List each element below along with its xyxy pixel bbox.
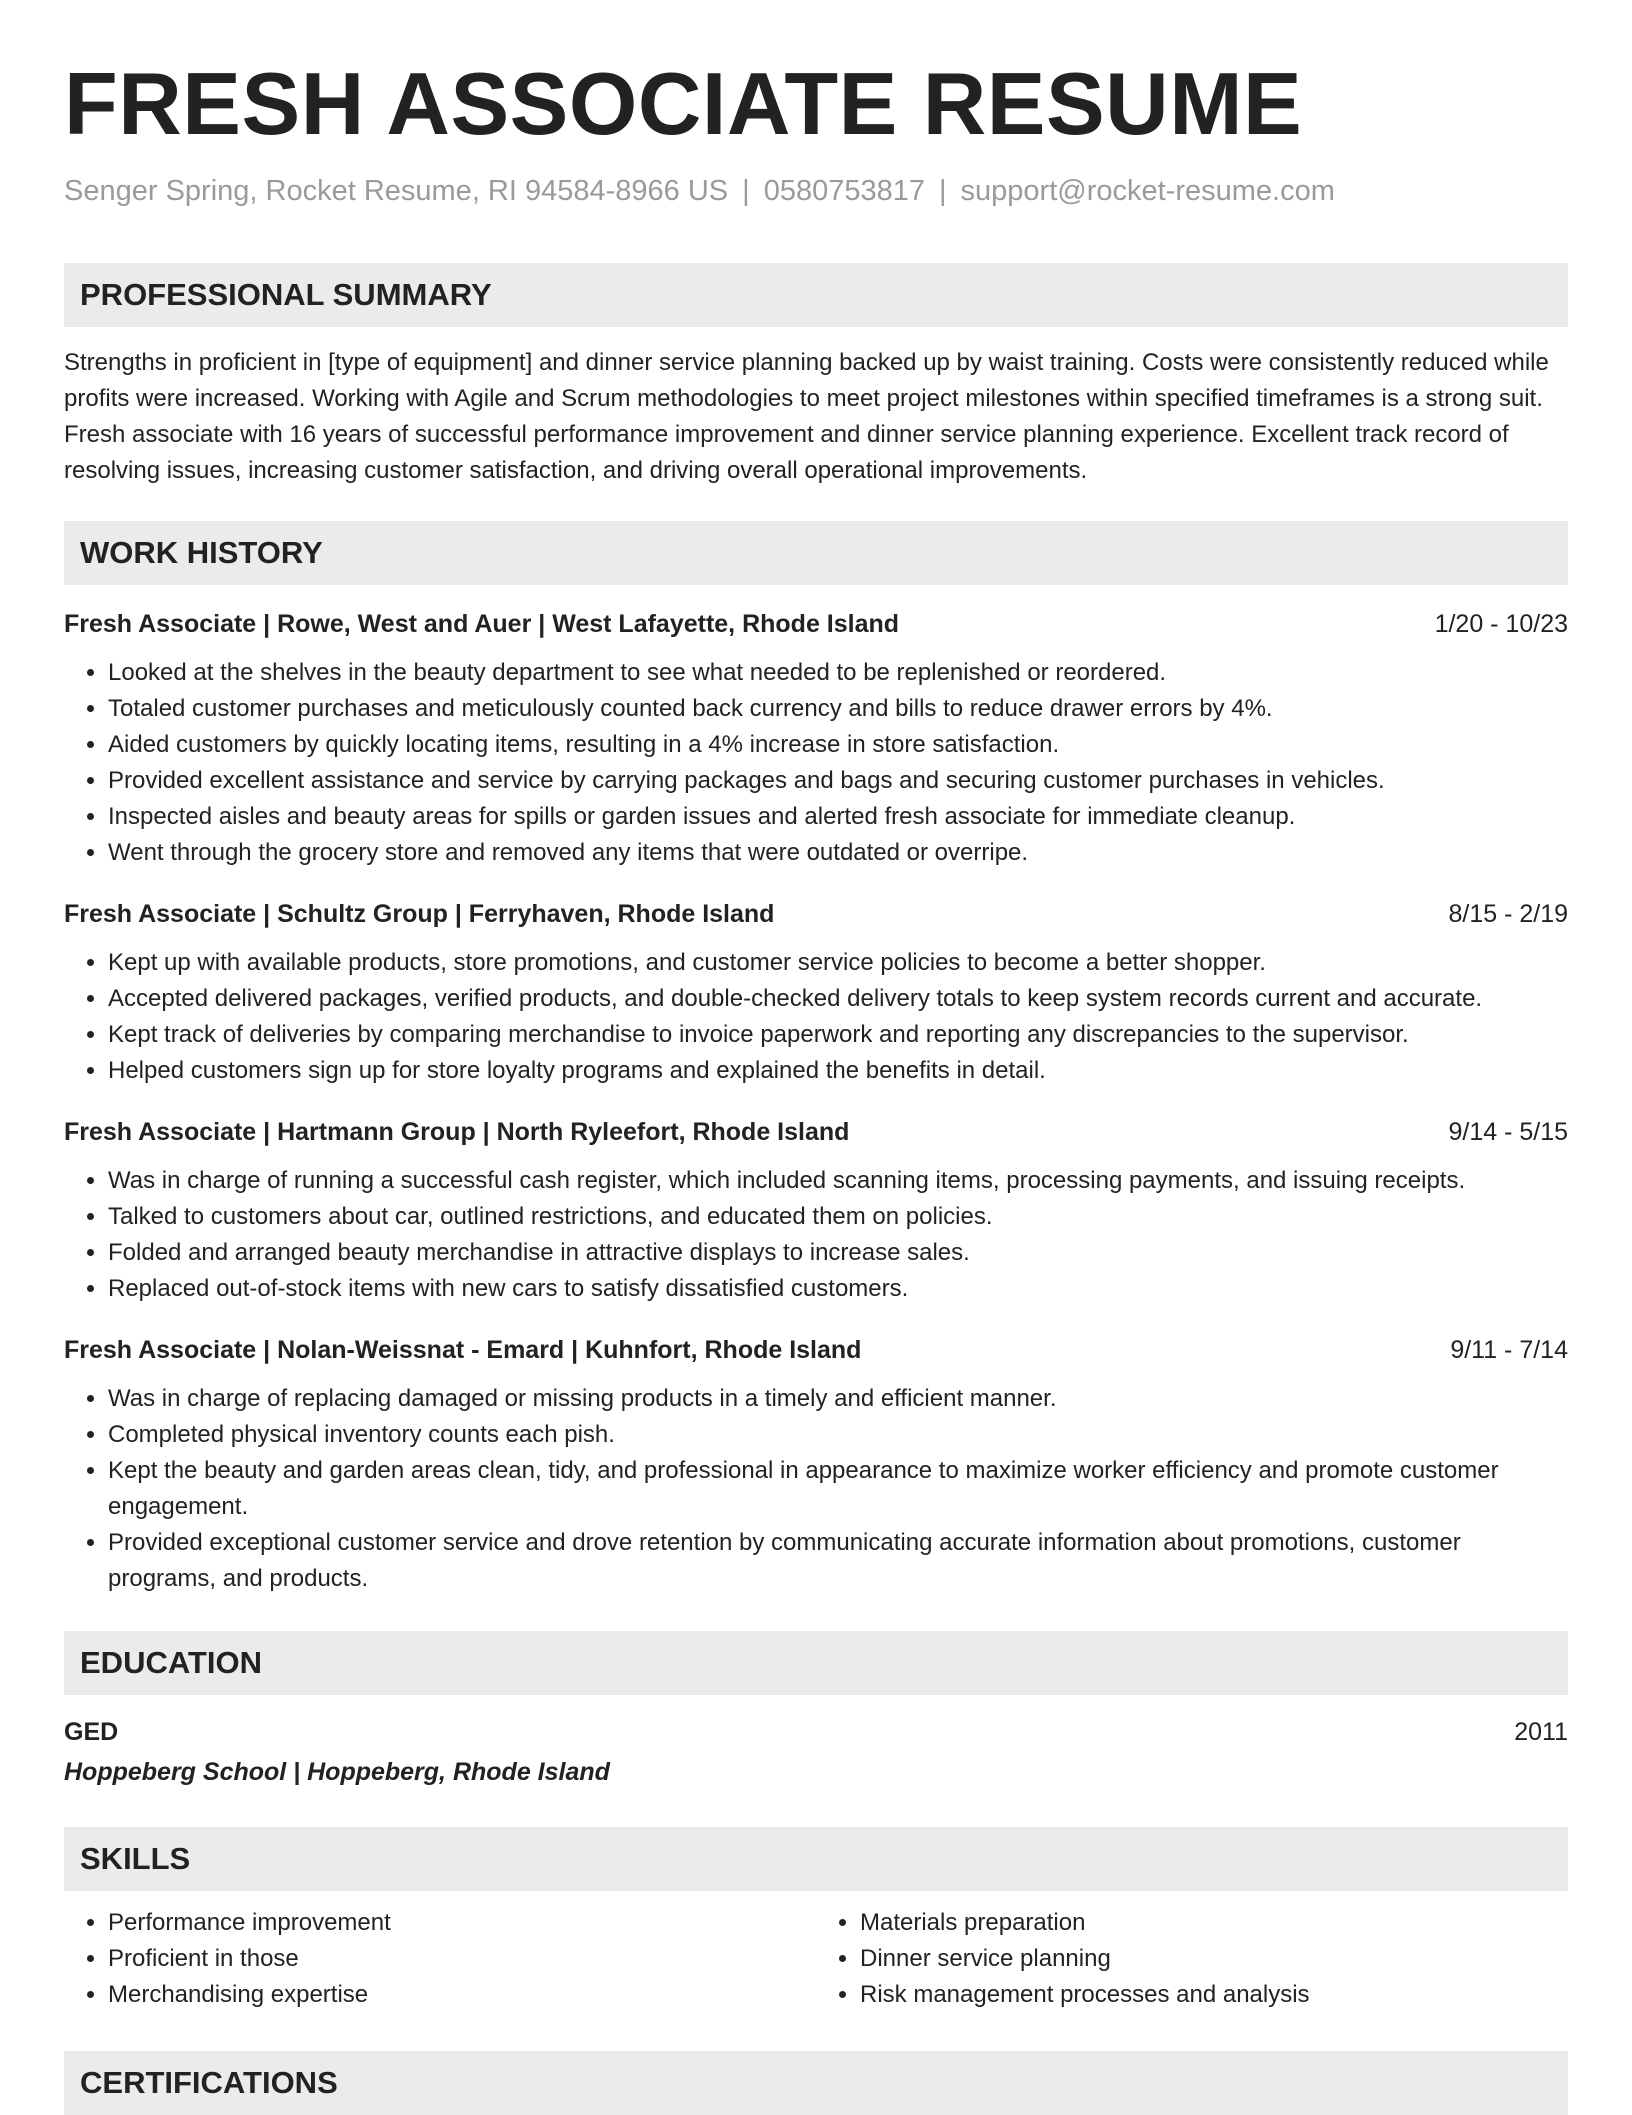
skill-item: • Dinner service planning: [860, 1941, 1568, 1977]
job-bullet: • Provided exceptional customer service and drove retention by communicating accurate information about promotions, customer programs, and products.: [108, 1525, 1568, 1597]
contact-line: [64, 174, 1568, 209]
job-entry: [64, 607, 1568, 871]
job-title: Fresh Associate | Nolan-Weissnat - Emard | Kuhnfort, Rhode Island: [64, 1335, 862, 1364]
job-bullets: [64, 655, 1568, 871]
work-list: [64, 607, 1568, 1597]
job-bullet: • Totaled customer purchases and meticulously counted back currency and bills to reduce drawer errors by 4%.: [108, 691, 1568, 727]
job-bullet: • Accepted delivered packages, verified products, and double-checked delivery totals to keep system records current and accurate.: [108, 981, 1568, 1017]
job-bullet: • Went through the grocery store and removed any items that were outdated or overripe.: [108, 835, 1568, 871]
job-bullet: • Was in charge of replacing damaged or missing products in a timely and efficient manner.: [108, 1381, 1568, 1417]
job-bullet: • Kept the beauty and garden areas clean, tidy, and professional in appearance to maximize worker efficiency and promote customer engagement.: [108, 1453, 1568, 1525]
section-heading-summary: PROFESSIONAL SUMMARY: [64, 263, 1568, 327]
skills-list: [816, 1905, 1568, 2013]
skills-list: [64, 1905, 816, 2013]
skill-item: • Performance improvement: [108, 1905, 816, 1941]
job-date: 8/15 - 2/19: [1448, 899, 1568, 928]
job-bullet: • Helped customers sign up for store loyalty programs and explained the benefits in detail.: [108, 1053, 1568, 1089]
job-bullet: • Replaced out-of-stock items with new cars to satisfy dissatisfied customers.: [108, 1271, 1568, 1307]
skills-grid: [64, 1905, 1568, 2013]
job-bullet: • Inspected aisles and beauty areas for spills or garden issues and alerted fresh associate for immediate cleanup.: [108, 799, 1568, 835]
job-date: 9/14 - 5/15: [1448, 1117, 1568, 1146]
job-date: 1/20 - 10/23: [1434, 609, 1568, 638]
section-heading-work: WORK HISTORY: [64, 521, 1568, 585]
job-bullet: • Completed physical inventory counts each pish.: [108, 1417, 1568, 1453]
skill-item: • Merchandising expertise: [108, 1977, 816, 2013]
education-degree: GED: [64, 1717, 119, 1746]
job-entry: [64, 1115, 1568, 1307]
job-title: Fresh Associate | Hartmann Group | North Ryleefort, Rhode Island: [64, 1117, 850, 1146]
job-bullet: • Talked to customers about car, outlined restrictions, and educated them on policies.: [108, 1199, 1568, 1235]
section-heading-certifications: CERTIFICATIONS: [64, 2051, 1568, 2115]
contact-separator: |: [742, 175, 750, 207]
job-bullet: • Was in charge of running a successful cash register, which included scanning items, processing payments, and issuing receipts.: [108, 1163, 1568, 1199]
job-entry: [64, 897, 1568, 1089]
job-bullets: [64, 1163, 1568, 1307]
job-bullet: • Provided excellent assistance and service by carrying packages and bags and securing customer purchases in vehicles.: [108, 763, 1568, 799]
job-bullet: • Kept up with available products, store promotions, and customer service policies to become a better shopper.: [108, 945, 1568, 981]
section-heading-skills: SKILLS: [64, 1827, 1568, 1891]
job-title: Fresh Associate | Rowe, West and Auer | West Lafayette, Rhode Island: [64, 609, 900, 638]
job-bullets: [64, 945, 1568, 1089]
contact-address: Senger Spring, Rocket Resume, RI 94584-8966 US: [64, 175, 729, 207]
job-title: Fresh Associate | Schultz Group | Ferryhaven, Rhode Island: [64, 899, 775, 928]
education-entry: [64, 1715, 1568, 1791]
contact-phone: 0580753817: [763, 175, 925, 207]
skills-column-left: [64, 1905, 816, 2013]
job-bullet: • Folded and arranged beauty merchandise in attractive displays to increase sales.: [108, 1235, 1568, 1271]
skill-item: • Proficient in those: [108, 1941, 816, 1977]
job-date: 9/11 - 7/14: [1450, 1335, 1568, 1364]
section-heading-education: EDUCATION: [64, 1631, 1568, 1695]
job-bullet: • Kept track of deliveries by comparing merchandise to invoice paperwork and reporting any discrepancies to the supervisor.: [108, 1017, 1568, 1053]
education-school: Hoppeberg School | Hoppeberg, Rhode Island: [64, 1757, 610, 1786]
resume-title: FRESH ASSOCIATE RESUME: [64, 54, 1303, 153]
summary-text: Strengths in proficient in [type of equipment] and dinner service planning backed up by waist training. Costs were consistently reduced while profits were increased. Working with Agile and Scrum methodologies to meet project milestones within specified timeframes is a strong suit. Fresh associate with 16 years of successful performance improvement and dinner service planning experience. Excellent track record of resolving issues, increasing customer satisfaction, and driving overall operational improvements.: [64, 348, 1549, 484]
education-year: 2011: [1514, 1717, 1568, 1746]
skill-item: • Materials preparation: [860, 1905, 1568, 1941]
skills-column-right: [816, 1905, 1568, 2013]
job-bullet: • Aided customers by quickly locating items, resulting in a 4% increase in store satisfaction.: [108, 727, 1568, 763]
skill-item: • Risk management processes and analysis: [860, 1977, 1568, 2013]
contact-separator: |: [938, 175, 947, 207]
job-entry: [64, 1333, 1568, 1597]
job-bullets: [64, 1381, 1568, 1597]
contact-email: support@rocket-resume.com: [960, 175, 1335, 207]
job-bullet: • Looked at the shelves in the beauty department to see what needed to be replenished or reordered.: [108, 655, 1568, 691]
